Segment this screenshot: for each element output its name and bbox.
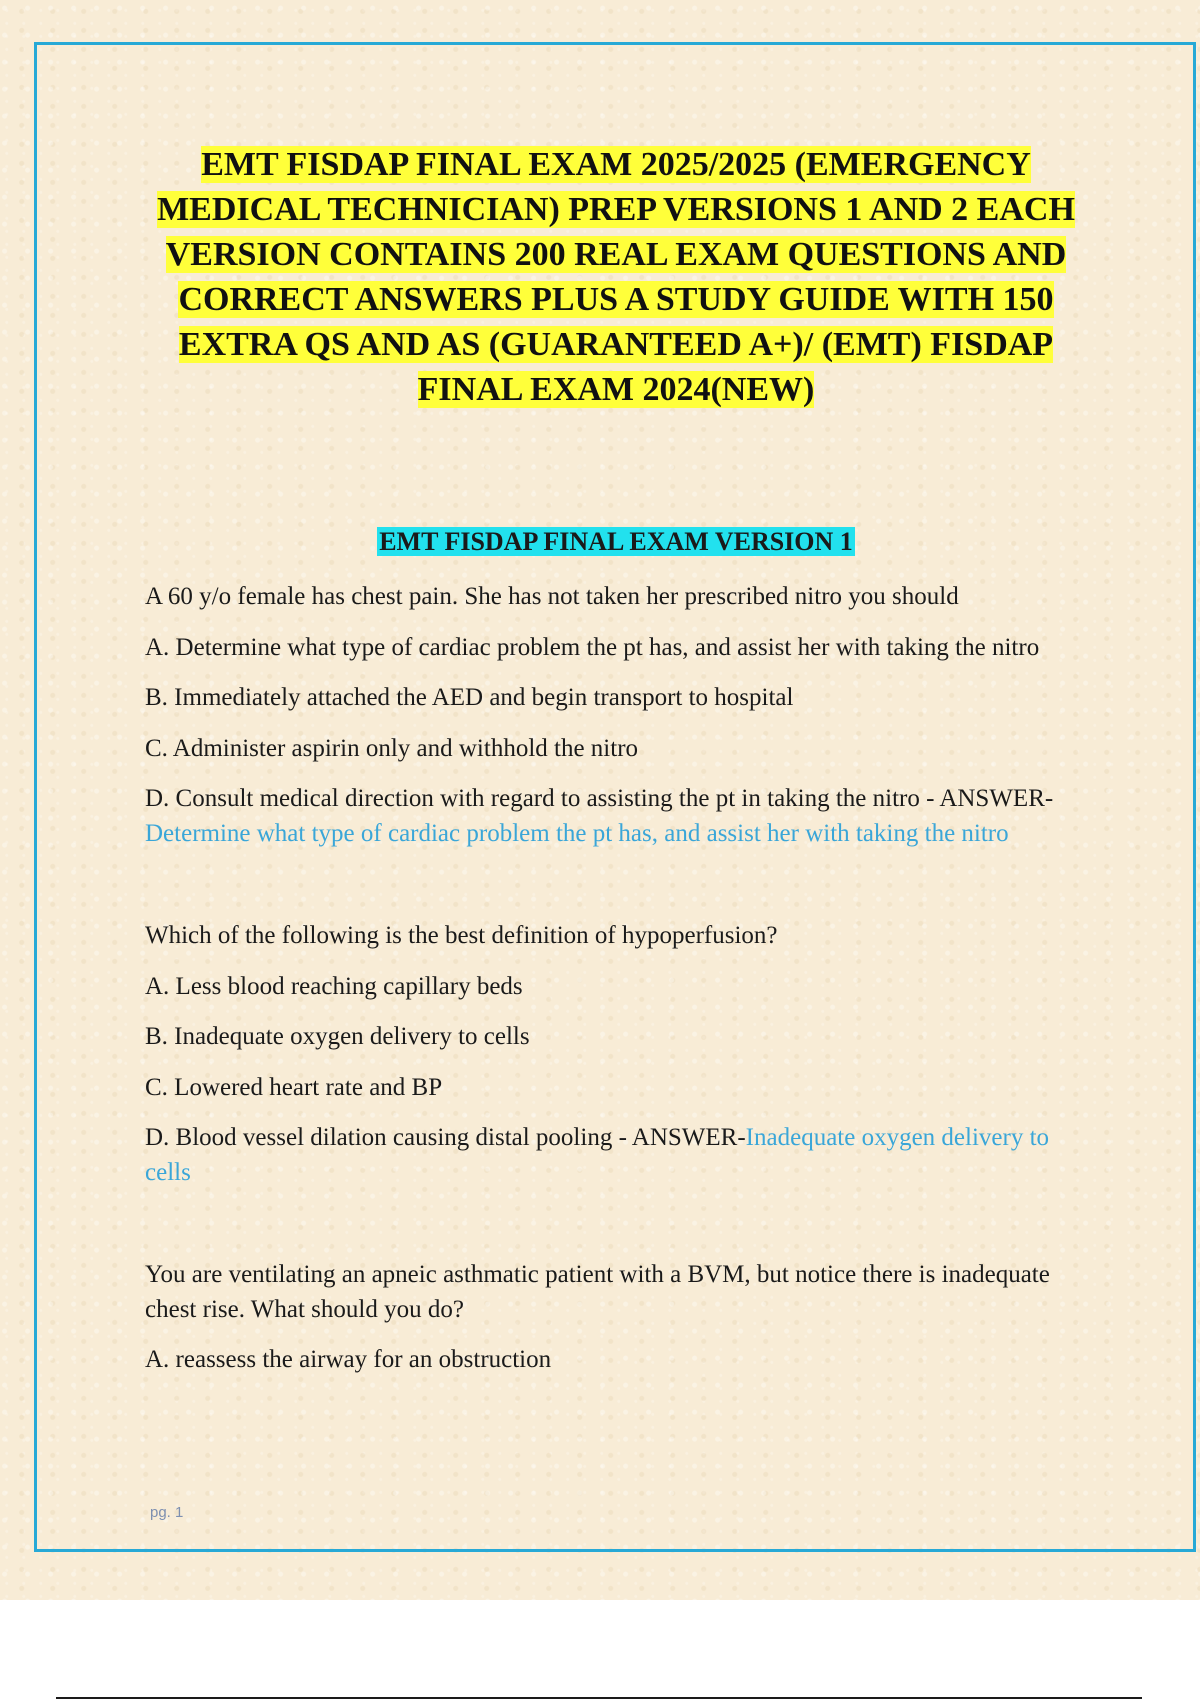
question-prompt: Which of the following is the best definition of hypoperfusion? [145,922,778,949]
answer-option: A. Determine what type of cardiac problem the pt has, and assist her with taking the nitro [145,633,1040,661]
correct-answer: Determine what type of cardiac problem the pt has, and assist her with taking the nitro [145,819,1009,847]
correct-answer: Inadequate oxygen delivery to cells [145,1124,1050,1186]
answer-option-text: D. Consult medical direction with regard to assisting the pt in taking the nitro - [145,785,935,812]
bottom-divider [56,1697,1142,1699]
answer-option: C. Lowered heart rate and BP [145,1073,443,1101]
question-separator [145,851,1085,919]
page-number: pg. 1 [150,1504,184,1521]
question-block [145,919,1085,1190]
answer-prefix: ANSWER- [631,1124,746,1151]
question-prompt: A 60 y/o female has chest pain. She has not taken her prescribed nitro you should [145,583,959,610]
version-heading-text: EMT FISDAP FINAL EXAM VERSION 1 [379,527,853,556]
answer-option: A. reassess the airway for an obstruction [145,1346,552,1373]
question-separator [145,1190,1085,1258]
answer-option: A. Less blood reaching capillary beds [145,972,523,1000]
answer-option: C. Administer aspirin only and withhold the nitro [145,734,639,762]
question-list [145,580,1085,1378]
answer-option-with-answer [145,782,1085,851]
question-block [145,580,1085,851]
answer-option: B. Immediately attached the AED and begin transport to hospital [145,684,794,711]
answer-option-with-answer [145,1121,1085,1190]
question-block [145,1258,1085,1378]
answer-option-text: D. Blood vessel dilation causing distal pooling - [145,1124,627,1151]
answer-option: B. Inadequate oxygen delivery to cells [145,1023,530,1050]
question-prompt: You are ventilating an apneic asthmatic patient with a BVM, but notice there is inadequate chest rise. What should you do? [145,1261,1050,1323]
document-title [150,142,1082,412]
version-heading [0,524,1200,560]
answer-prefix: ANSWER- [939,785,1054,812]
document-title-text: EMT FISDAP FINAL EXAM 2025/2025 (EMERGENCY MEDICAL TECHNICIAN) PREP VERSIONS 1 AND 2 EACH VERSION CONTAINS 200 REAL EXAM QUESTIONS AND CORRECT ANSWERS PLUS A STUDY GUIDE WITH 150 EXTRA QS AND AS (GUARANTEED A+)/ (EMT) FISDAP FINAL EXAM 2024(NEW) [157,146,1075,408]
